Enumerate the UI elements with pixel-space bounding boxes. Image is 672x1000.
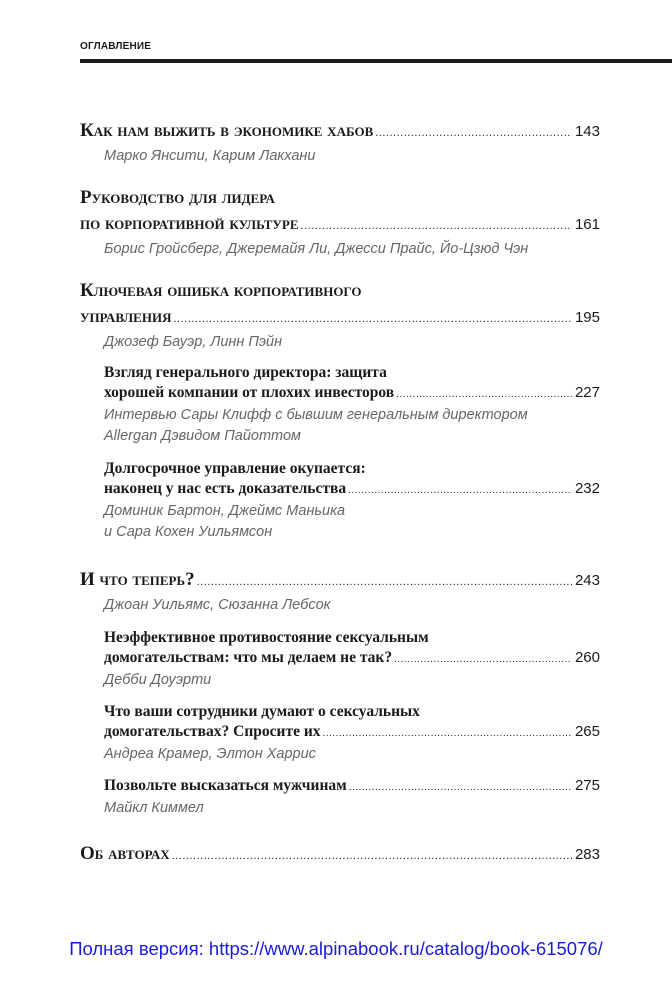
toc-entry-title: Позвольте высказаться мужчинам	[104, 777, 347, 794]
toc-entry-authors: Джозеф Бауэр, Линн Пэйн	[104, 334, 283, 350]
toc-entry-authors-line2: и Сара Кохен Уильямсон	[104, 524, 273, 540]
toc-entry-title-line2: хорошей компании от плохих инвесторов	[104, 384, 395, 401]
toc-entry-title-line2: домогательствах? Спросите их	[104, 723, 321, 740]
toc-entry-authors: Майкл Киммел	[104, 800, 204, 816]
toc-entry-authors: Борис Гройсберг, Джеремайя Ли, Джесси Прайс, Йо-Цзюд Чэн	[104, 241, 529, 257]
toc-subentry-men[interactable]	[104, 776, 600, 819]
toc-entry-title: И что теперь?	[80, 569, 195, 590]
toc-entry-culture[interactable]	[80, 185, 600, 260]
toc-entry-title: Как нам выжить в экономике хабов	[80, 120, 374, 141]
toc-entry-line	[104, 383, 600, 405]
toc-entry-line	[104, 479, 600, 501]
dot-leader	[197, 569, 572, 595]
toc-entry-page: 161	[574, 216, 600, 233]
dot-leader	[375, 120, 572, 146]
toc-entry-hubs[interactable]	[80, 118, 600, 167]
toc-entry-page: 227	[574, 384, 600, 401]
toc-entry-title-line2: управления	[80, 306, 172, 327]
toc-entry-title-line1: Что ваши сотрудники думают о сексуальных	[104, 703, 420, 720]
toc-entry-line	[80, 841, 600, 869]
toc-subentry-long-term[interactable]	[104, 459, 600, 543]
full-version-link[interactable]: Полная версия: https://www.alpinabook.ru/catalog/book-615076/	[69, 938, 603, 959]
dot-leader	[172, 843, 572, 869]
toc-entry-title-line1: Долгосрочное управление окупается:	[104, 460, 366, 477]
toc-entry-title-line1: Взгляд генерального директора: защита	[104, 364, 387, 381]
header-rule	[80, 59, 672, 63]
toc-entry-authors-line1: Доминик Бартон, Джеймс Маньика	[104, 503, 346, 519]
toc-entry-line	[104, 722, 600, 744]
dot-leader	[394, 650, 572, 670]
toc-subentry-ceo-view[interactable]	[104, 363, 600, 447]
toc-entry-title-line2: наконец у нас есть доказательства	[104, 480, 347, 497]
table-of-contents	[80, 118, 600, 869]
toc-entry-page: 283	[574, 846, 600, 863]
toc-entry-line	[80, 304, 600, 332]
dot-leader	[323, 724, 572, 744]
toc-entry-authors: Марко Янсити, Карим Лакхани	[104, 148, 316, 164]
toc-entry-title-line1: Ключевая ошибка корпоративного	[80, 280, 362, 301]
toc-entry-page: 232	[574, 480, 600, 497]
toc-entry-page: 195	[574, 309, 600, 326]
toc-entry-title-line2: по корпоративной культуре	[80, 213, 299, 234]
toc-entry-title-line1: Неэффективное противостояние сексуальным	[104, 629, 429, 646]
toc-entry-authors: Джоан Уильямс, Сюзанна Лебсок	[104, 597, 331, 613]
toc-subentry-harassment-2[interactable]	[104, 702, 600, 765]
toc-subentry-harassment-1[interactable]	[104, 628, 600, 691]
toc-entry-page: 260	[574, 649, 600, 666]
toc-entry-what-now[interactable]	[80, 567, 600, 616]
toc-entry-page: 275	[574, 777, 600, 794]
toc-entry-governance[interactable]	[80, 278, 600, 353]
toc-entry-page: 243	[574, 572, 600, 589]
toc-entry-line	[80, 118, 600, 146]
section-label: ОГЛАВЛЕНИЕ	[80, 41, 152, 52]
toc-entry-page: 265	[574, 723, 600, 740]
dot-leader	[396, 385, 572, 405]
toc-entry-line	[80, 211, 600, 239]
toc-entry-line	[104, 648, 600, 670]
page-header	[80, 40, 672, 63]
toc-entry-authors-line2: Allergan Дэвидом Пайоттом	[104, 428, 301, 444]
toc-entry-about-authors[interactable]	[80, 841, 600, 869]
toc-entry-line	[104, 776, 600, 798]
toc-entry-authors-line1: Интервью Сары Клифф с бывшим генеральным директором	[104, 407, 528, 423]
toc-entry-authors: Андреа Крамер, Элтон Харрис	[104, 746, 316, 762]
dot-leader	[301, 213, 572, 239]
toc-entry-title-line1: Руководство для лидера	[80, 187, 275, 208]
dot-leader	[348, 481, 572, 501]
toc-entry-authors: Дебби Доуэрти	[104, 672, 212, 688]
dot-leader	[173, 306, 572, 332]
dot-leader	[349, 778, 572, 798]
toc-entry-line	[80, 567, 600, 595]
toc-entry-title-line2: домогательствам: что мы делаем не так?	[104, 649, 393, 666]
toc-entry-page: 143	[574, 123, 600, 140]
toc-entry-title: Об авторах	[80, 843, 170, 864]
